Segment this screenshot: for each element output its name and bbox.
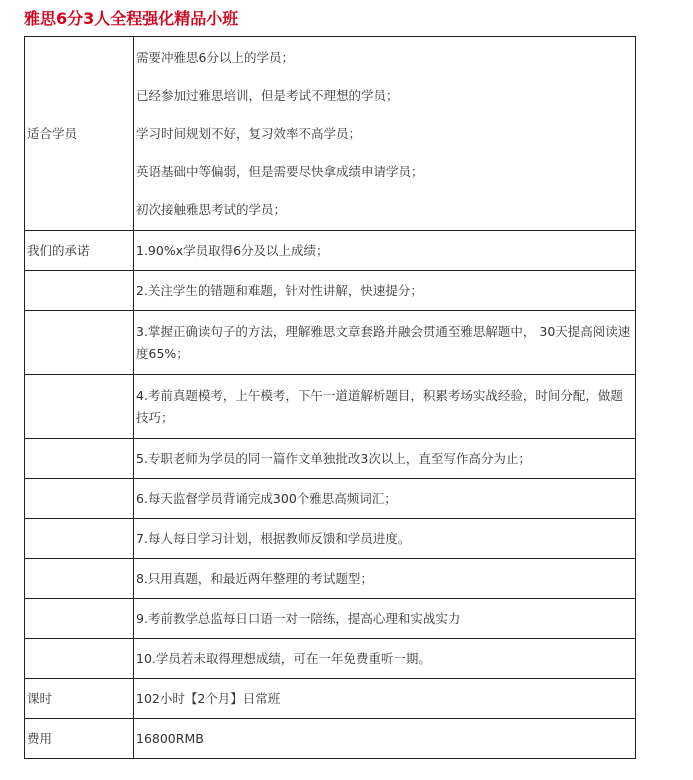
row-content: 10.学员若未取得理想成绩，可在一年免费重听一期。 [134,639,636,679]
content-paragraph: 需要冲雅思6分以上的学员； [136,49,294,65]
row-content: 9.考前教学总监每日口语一对一陪练，提高心理和实战实力 [134,599,636,639]
table-row [25,439,636,479]
row-content: 5.专职老师为学员的同一篇作文单独批改3次以上，直至写作高分为止； [134,439,636,479]
row-content: 16800RMB [134,719,636,759]
row-content: 1.90%x学员取得6分及以上成绩； [134,231,636,271]
table-row [25,311,636,375]
row-label: 课时 [25,679,134,719]
row-content: 3.掌握正确读句子的方法，理解雅思文章套路并融会贯通至雅思解题中， 30天提高阅读速度65%； [134,311,636,375]
row-label: 我们的承诺 [25,231,134,271]
row-content: 102小时【2个月】日常班 [134,679,636,719]
table-row [25,599,636,639]
table-row [25,679,636,719]
table-row [25,231,636,271]
content-paragraph: 学习时间规划不好，复习效率不高学员； [136,125,362,141]
row-label [25,311,134,375]
row-label: 适合学员 [25,37,134,231]
table-row [25,519,636,559]
content-paragraph: 英语基础中等偏弱，但是需要尽快拿成绩申请学员； [136,163,424,179]
row-content [134,37,636,231]
row-label [25,375,134,439]
table-row [25,719,636,759]
table-row [25,375,636,439]
row-label [25,519,134,559]
row-content: 7.每人每日学习计划，根据教师反馈和学员进度。 [134,519,636,559]
row-label [25,599,134,639]
row-label: 费用 [25,719,134,759]
page-title: 雅思6分3人全程强化精品小班 [24,9,239,28]
row-label [25,479,134,519]
row-content: 8.只用真题，和最近两年整理的考试题型； [134,559,636,599]
table-row [25,271,636,311]
table-row [25,559,636,599]
row-content: 2.关注学生的错题和难题，针对性讲解，快速提分； [134,271,636,311]
table-row [25,479,636,519]
content-paragraph: 已经参加过雅思培训，但是考试不理想的学员； [136,87,399,103]
row-label [25,439,134,479]
content-paragraph: 初次接触雅思考试的学员； [136,201,287,217]
row-label [25,271,134,311]
table-row [25,639,636,679]
row-content: 6.每天监督学员背诵完成300个雅思高频词汇； [134,479,636,519]
row-label [25,559,134,599]
row-label [25,639,134,679]
row-content: 4.考前真题模考，上午模考，下午一道道解析题目，积累考场实战经验，时间分配，做题技巧； [134,375,636,439]
table-row [25,37,636,231]
course-info-table [24,36,636,759]
